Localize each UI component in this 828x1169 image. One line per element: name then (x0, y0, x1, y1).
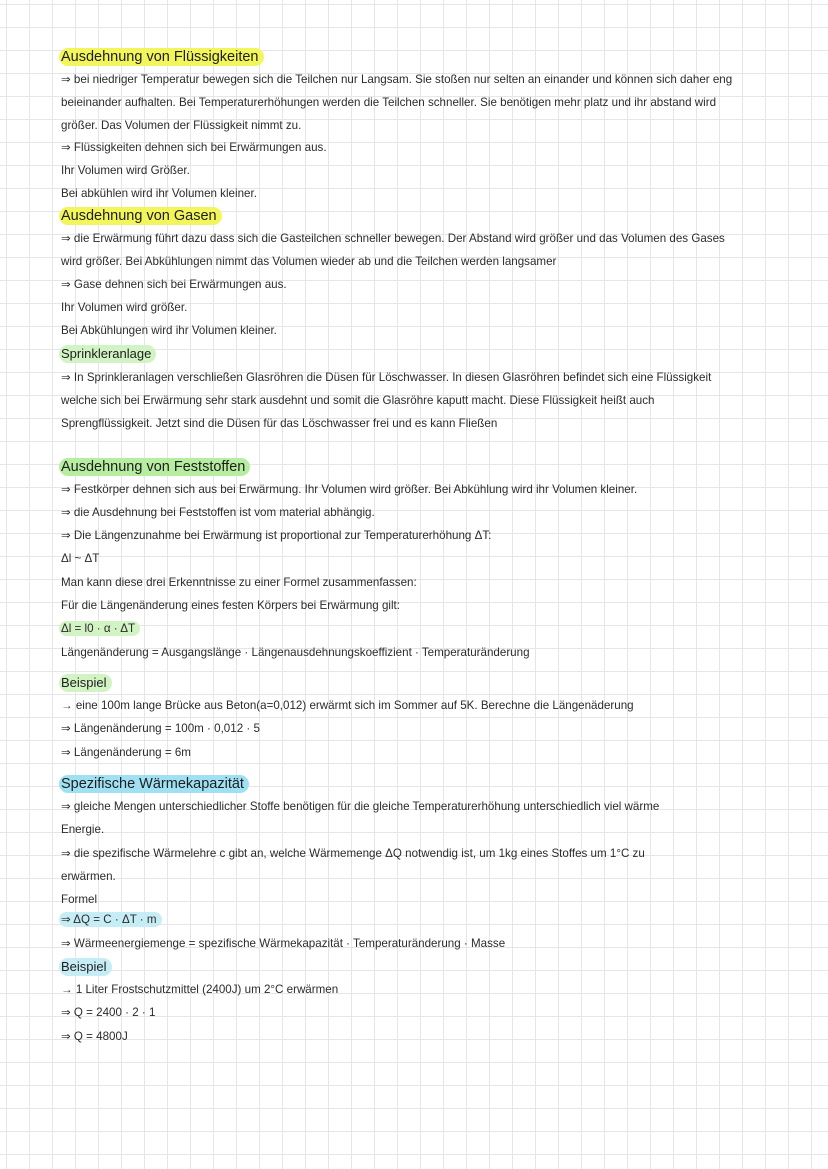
text-line: ⇒ In Sprinkleranlagen verschließen Glasröhren die Düsen für Löschwasser. In diesen Glasröhren befindet sich eine Flüssigkeit (61, 371, 712, 384)
formula-line (61, 912, 816, 928)
text-line: größer. Das Volumen der Flüssigkeit nimmt zu. (61, 119, 302, 132)
text-line: → eine 100m lange Brücke aus Beton(a=0,012) erwärmt sich im Sommer auf 5K. Berechne die Längenäderung (61, 699, 634, 712)
text-line: Ihr Volumen wird größer. (61, 301, 188, 314)
text-line: Längenänderung = Ausgangslänge · Längenausdehnungskoeffizient · Temperaturänderung (61, 646, 530, 659)
text-line: ⇒ bei niedriger Temperatur bewegen sich die Teilchen nur Langsam. Sie stoßen nur selten an einander und können sich daher eng (61, 73, 733, 86)
formula-waermemenge: ⇒ ΔQ = C · ΔT · m (59, 912, 162, 927)
text-line: Energie. (61, 823, 105, 836)
text-line: erwärmen. (61, 870, 116, 883)
formula-line (61, 621, 816, 637)
text-line: ⇒ Gase dehnen sich bei Erwärmungen aus. (61, 278, 287, 291)
heading-beispiel: Beispiel (59, 674, 112, 692)
heading-ausdehnung-feststoffen: Ausdehnung von Feststoffen (59, 458, 250, 476)
text-line: beieinander aufhalten. Bei Temperaturerhöhungen werden die Teilchen schneller. Sie benötigen mehr platz und ihr abstand wird (61, 96, 717, 109)
text-line: ⇒ Q = 4800J (61, 1030, 128, 1043)
text-line: Formel (61, 893, 98, 906)
text-line: Man kann diese drei Erkenntnisse zu einer Formel zusammenfassen: (61, 576, 417, 589)
heading-sprinkleranlage: Sprinkleranlage (59, 345, 156, 363)
text-line: wird größer. Bei Abkühlungen nimmt das Volumen wieder ab und die Teilchen werden langsamer (61, 255, 557, 268)
text-line: ⇒ Längenänderung = 6m (61, 746, 191, 759)
text-line: ⇒ Die Längenzunahme bei Erwärmung ist proportional zur Temperaturerhöhung ΔT: (61, 529, 492, 542)
text-line: ⇒ Wärmeenergiemenge = spezifische Wärmekapazität · Temperaturänderung · Masse (61, 937, 506, 950)
text-line: Bei abkühlen wird ihr Volumen kleiner. (61, 187, 257, 200)
heading-spezifische-waermekapazitaet: Spezifische Wärmekapazität (59, 775, 249, 793)
text-line: ⇒ Festkörper dehnen sich aus bei Erwärmung. Ihr Volumen wird größer. Bei Abkühlung wird ihr Volumen kleiner. (61, 483, 638, 496)
text-line: ⇒ die Ausdehnung bei Feststoffen ist vom material abhängig. (61, 506, 375, 519)
heading-ausdehnung-fluessigkeiten: Ausdehnung von Flüssigkeiten (59, 48, 264, 66)
text-line: ⇒ die Erwärmung führt dazu dass sich die Gasteilchen schneller bewegen. Der Abstand wird größer und das Volumen des Gases (61, 232, 725, 245)
text-line: ⇒ Flüssigkeiten dehnen sich bei Erwärmungen aus. (61, 141, 327, 154)
text-line: welche sich bei Erwärmung sehr stark ausdehnt und somit die Glasröhre kaputt macht. Diese Flüssigkeit heißt auch (61, 394, 655, 407)
heading-ausdehnung-gasen: Ausdehnung von Gasen (59, 207, 222, 225)
text-line: Sprengflüssigkeit. Jetzt sind die Düsen für das Löschwasser frei und es kann Fließen (61, 417, 498, 430)
text-line: Δl ~ ΔT (61, 552, 100, 565)
text-line: ⇒ Längenänderung = 100m · 0,012 · 5 (61, 722, 260, 735)
text-line: Für die Längenänderung eines festen Körpers bei Erwärmung gilt: (61, 599, 400, 612)
text-line: ⇒ gleiche Mengen unterschiedlicher Stoffe benötigen für die gleiche Temperaturerhöhung unterschiedlich viel wärme (61, 800, 660, 813)
text-line: ⇒ Q = 2400 · 2 · 1 (61, 1006, 156, 1019)
text-line: ⇒ die spezifische Wärmelehre c gibt an, welche Wärmemenge ΔQ notwendig ist, um 1kg eines Stoffes um 1°C zu (61, 847, 645, 860)
text-line: Bei Abkühlungen wird ihr Volumen kleiner. (61, 324, 277, 337)
text-line: → 1 Liter Frostschutzmittel (2400J) um 2°C erwärmen (61, 983, 339, 996)
formula-laengenaenderung: Δl = l0 · α · ΔT (59, 621, 140, 636)
text-line: Ihr Volumen wird Größer. (61, 164, 190, 177)
heading-beispiel-2: Beispiel (59, 958, 112, 976)
